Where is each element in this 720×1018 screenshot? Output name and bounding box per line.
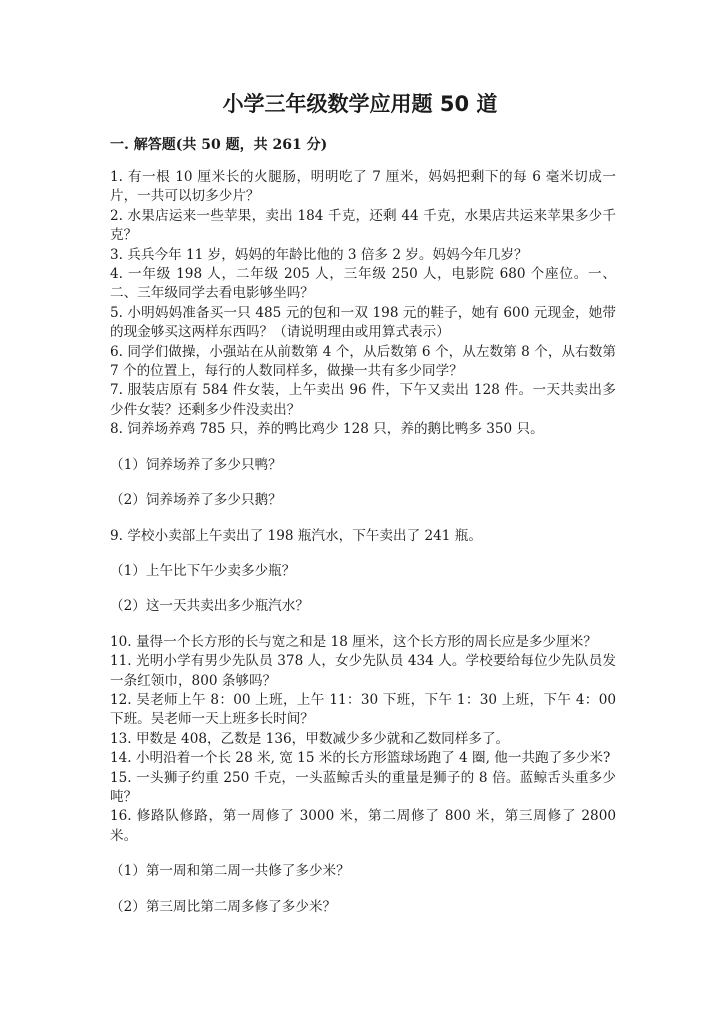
question-7: 7. 服装店原有 584 件女装，上午卖出 96 件，下午又卖出 128 件。一天共卖出多少件女装？还剩多少件没卖出？ bbox=[110, 382, 616, 418]
question-2: 2. 水果店运来一些苹果，卖出 184 千克，还剩 44 千克，水果店共运来苹果多少千克？ bbox=[110, 207, 616, 244]
question-3: 3. 兵兵今年 11 岁，妈妈的年龄比他的 3 倍多 2 岁。妈妈今年几岁？ bbox=[110, 246, 528, 263]
question-10: 10. 量得一个长方形的长与宽之和是 18 厘米，这个长方形的周长应是多少厘米？ bbox=[110, 633, 597, 650]
question-9-sub-1: （1）上午比下午少卖多少瓶？ bbox=[110, 562, 296, 579]
question-8-sub-2: （2）饲养场养了多少只鹅？ bbox=[110, 492, 282, 509]
question-5: 5. 小明妈妈准备买一只 485 元的包和一双 198 元的鞋子，她有 600 元现金，她带的现金够买这两样东西吗？（请说明理由或用算式表示） bbox=[110, 304, 616, 341]
question-12: 12. 吴老师上午 8：00 上班，上午 11：30 下班，下午 1：30 上班，下午 4：00 下班。吴老师一天上班多长时间？ bbox=[110, 691, 616, 728]
question-6: 6. 同学们做操，小强站在从前数第 4 个，从后数第 6 个，从左数第 8 个，从右数第 7 个的位置上，每行的人数同样多，做操一共有多少同学？ bbox=[110, 343, 616, 380]
question-4: 4. 一年级 198 人，二年级 205 人，三年级 250 人，电影院 680 个座位。一、二、三年级同学去看电影够坐吗？ bbox=[110, 266, 616, 302]
question-13: 13. 甲数是 408，乙数是 136，甲数减少多少就和乙数同样多了。 bbox=[110, 730, 510, 747]
question-11: 11. 光明小学有男少先队员 378 人，女少先队员 434 人。学校要给每位少先队员发一条红领巾，800 条够吗？ bbox=[110, 653, 616, 689]
document-title: 小学三年级数学应用题 50 道 bbox=[222, 92, 498, 116]
question-16-sub-2: （2）第三周比第二周多修了多少米？ bbox=[110, 898, 337, 915]
question-15: 15. 一头狮子约重 250 千克，一头蓝鲸舌头的重量是狮子的 8 倍。蓝鲸舌头重多少吨？ bbox=[110, 769, 616, 805]
question-8: 8. 饲养场养鸡 785 只，养的鸭比鸡少 128 只，养的鹅比鸭多 350 只。 bbox=[110, 421, 544, 438]
section-heading: 一. 解答题(共 50 题，共 261 分) bbox=[110, 137, 328, 153]
question-16-sub-1: （1）第一周和第二周一共修了多少米？ bbox=[110, 863, 350, 880]
question-1: 1. 有一根 10 厘米长的火腿肠，明明吃了 7 厘米，妈妈把剩下的每 6 毫米切成一片，一共可以切多少片？ bbox=[110, 169, 616, 205]
question-14: 14. 小明沿着一个长 28 米, 宽 15 米的长方形篮球场跑了 4 圈, 他一共跑了多少米? bbox=[110, 750, 611, 767]
question-list bbox=[110, 168, 616, 917]
question-8-sub-1: （1）饲养场养了多少只鸭？ bbox=[110, 456, 282, 473]
question-16: 16. 修路队修路，第一周修了 3000 米，第二周修了 800 米，第三周修了 2800 米。 bbox=[110, 808, 616, 844]
question-9-sub-2: （2）这一天共卖出多少瓶汽水？ bbox=[110, 598, 309, 615]
question-9: 9. 学校小卖部上午卖出了 198 瓶汽水，下午卖出了 241 瓶。 bbox=[110, 527, 482, 544]
